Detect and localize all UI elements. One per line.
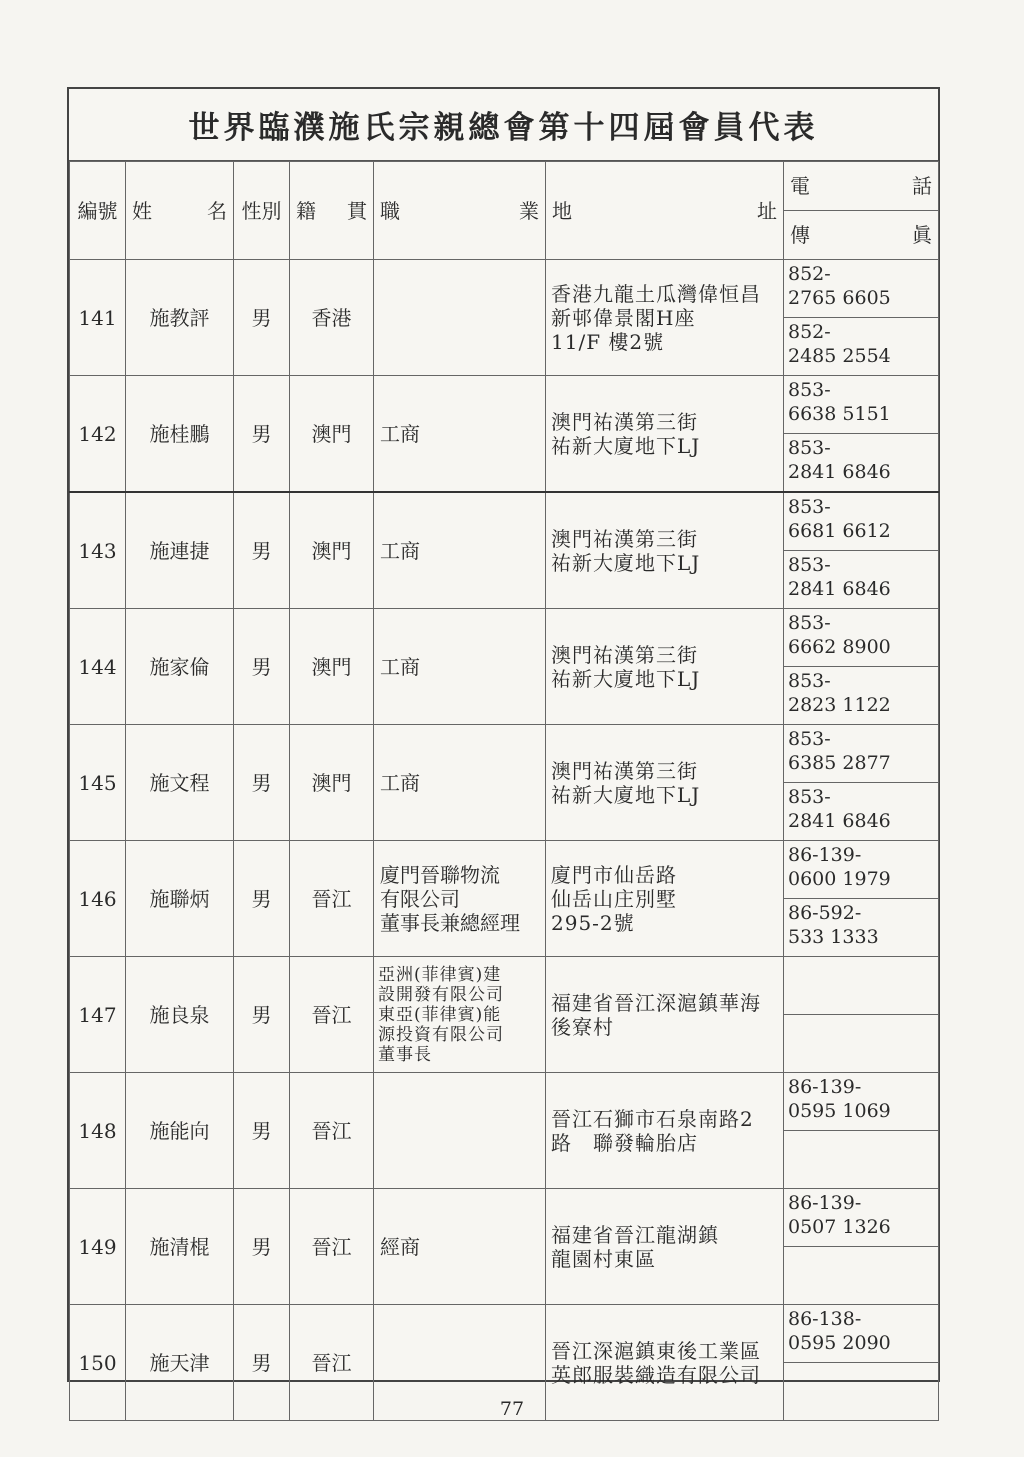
member-origin: 澳門 [290, 376, 374, 493]
text-line: 86-592- [788, 902, 862, 924]
table-row [70, 841, 939, 899]
text-line: 0507 1326 [788, 1216, 891, 1238]
member-number: 145 [70, 725, 126, 841]
text-line: 祐新大廈地下LJ [551, 666, 701, 691]
text-line: 295-2號 [551, 910, 635, 935]
text-line: 2823 1122 [788, 694, 891, 716]
member-number: 148 [70, 1073, 126, 1189]
text-line: 晉江石獅市石泉南路2 [551, 1106, 754, 1131]
table-row [70, 260, 939, 318]
member-fax [784, 318, 939, 376]
member-name: 施桂鵬 [126, 376, 234, 493]
member-gender: 男 [234, 725, 290, 841]
member-phone [784, 376, 939, 434]
member-origin: 澳門 [290, 492, 374, 609]
member-occupation [374, 492, 546, 609]
member-table-frame [67, 87, 940, 1387]
text-line: 86-138- [788, 1308, 862, 1330]
text-line: 晉江深滬鎮東後工業區 [551, 1338, 761, 1363]
text-line: 0600 1979 [788, 868, 891, 890]
member-name: 施文程 [126, 725, 234, 841]
text-line: 6662 8900 [788, 636, 891, 658]
member-phone [784, 492, 939, 551]
text-line: 工商 [380, 421, 420, 446]
member-name: 施連捷 [126, 492, 234, 609]
member-fax [784, 899, 939, 957]
text-line: 東亞(菲律賓)能 [378, 1004, 502, 1025]
member-fax [784, 667, 939, 725]
page-title: 世界臨濮施氏宗親總會第十四屆會員代表 [69, 89, 938, 161]
member-origin: 澳門 [290, 609, 374, 725]
table-row [70, 725, 939, 783]
text-line: 亞洲(菲律賓)建 [378, 964, 502, 985]
member-origin: 澳門 [290, 725, 374, 841]
text-line: 工商 [380, 654, 420, 679]
text-line: 6385 2877 [788, 752, 891, 774]
member-gender: 男 [234, 376, 290, 493]
member-occupation [374, 957, 546, 1073]
text-line: 廈門晉聯物流 [380, 862, 500, 887]
member-table [69, 161, 939, 1421]
member-origin: 香港 [290, 260, 374, 376]
member-address [546, 1189, 784, 1305]
table-row [70, 609, 939, 667]
member-address [546, 1073, 784, 1189]
text-line: 仙岳山庄別墅 [551, 886, 677, 911]
member-phone [784, 841, 939, 899]
member-number: 146 [70, 841, 126, 957]
member-name: 施教評 [126, 260, 234, 376]
member-address [546, 725, 784, 841]
text-line: 0595 2090 [788, 1332, 891, 1354]
text-line: 廈門市仙岳路 [551, 862, 677, 887]
text-line: 澳門祐漢第三街 [551, 409, 698, 434]
text-line: 後寮村 [551, 1014, 614, 1039]
header-address: 地 址 [546, 162, 784, 260]
member-fax [784, 1131, 939, 1189]
page-number: 77 [499, 1398, 525, 1420]
text-line: 龍園村東區 [551, 1246, 656, 1271]
member-gender: 男 [234, 841, 290, 957]
member-fax [784, 1015, 939, 1073]
text-line: 源投資有限公司 [378, 1024, 504, 1045]
member-name: 施能向 [126, 1073, 234, 1189]
member-gender: 男 [234, 609, 290, 725]
member-name: 施清棍 [126, 1189, 234, 1305]
member-fax [784, 551, 939, 609]
member-number: 149 [70, 1189, 126, 1305]
text-line: 英郎服裝織造有限公司 [551, 1362, 761, 1387]
text-line: 533 1333 [788, 926, 879, 948]
table-row [70, 957, 939, 1015]
header-fax: 傳 眞 [784, 211, 939, 260]
text-line: 853- [788, 786, 831, 808]
member-number: 147 [70, 957, 126, 1073]
text-line: 853- [788, 612, 831, 634]
member-address [546, 492, 784, 609]
member-origin: 晉江 [290, 1305, 374, 1421]
text-line: 86-139- [788, 1076, 862, 1098]
text-line: 設開發有限公司 [378, 984, 504, 1005]
text-line: 6681 6612 [788, 520, 891, 542]
table-row [70, 492, 939, 551]
member-origin: 晉江 [290, 957, 374, 1073]
member-occupation [374, 376, 546, 493]
member-origin: 晉江 [290, 1189, 374, 1305]
member-address [546, 957, 784, 1073]
header-gender: 性別 [234, 162, 290, 260]
member-phone [784, 1305, 939, 1363]
member-occupation [374, 260, 546, 376]
header-row-1 [70, 162, 939, 211]
text-line: 6638 5151 [788, 403, 891, 425]
text-line: 澳門祐漢第三街 [551, 526, 698, 551]
table-row [70, 376, 939, 434]
text-line: 董事長兼總經理 [380, 910, 520, 935]
text-line: 11/F 樓2號 [551, 329, 665, 354]
text-line: 2485 2554 [788, 345, 891, 367]
text-line: 0595 1069 [788, 1100, 891, 1122]
member-address [546, 260, 784, 376]
table-row [70, 1305, 939, 1363]
text-line: 福建省晉江龍湖鎮 [551, 1222, 719, 1247]
text-line: 853- [788, 554, 831, 576]
member-number: 144 [70, 609, 126, 725]
member-occupation [374, 1073, 546, 1189]
member-address [546, 609, 784, 725]
member-gender: 男 [234, 957, 290, 1073]
header-phone: 電 話 [784, 162, 939, 211]
text-line: 香港九龍土瓜灣偉恒昌 [551, 281, 761, 306]
member-phone [784, 957, 939, 1015]
member-occupation [374, 841, 546, 957]
text-line: 853- [788, 670, 831, 692]
member-occupation [374, 1189, 546, 1305]
member-fax [784, 783, 939, 841]
member-origin: 晉江 [290, 841, 374, 957]
text-line: 2841 6846 [788, 578, 891, 600]
header-occupation: 職 業 [374, 162, 546, 260]
member-gender: 男 [234, 492, 290, 609]
member-gender: 男 [234, 260, 290, 376]
member-name: 施家倫 [126, 609, 234, 725]
member-gender: 男 [234, 1073, 290, 1189]
text-line: 853- [788, 496, 831, 518]
header-origin: 籍 貫 [290, 162, 374, 260]
text-line: 祐新大廈地下LJ [551, 782, 701, 807]
text-line: 852- [788, 321, 831, 343]
text-line: 祐新大廈地下LJ [551, 433, 701, 458]
text-line: 新邨偉景閣H座 [551, 305, 696, 330]
text-line: 董事長 [378, 1044, 432, 1065]
text-line: 853- [788, 437, 831, 459]
text-line: 853- [788, 379, 831, 401]
text-line: 澳門祐漢第三街 [551, 758, 698, 783]
member-name: 施聯炳 [126, 841, 234, 957]
text-line: 853- [788, 728, 831, 750]
text-line: 路 聯發輪胎店 [551, 1130, 698, 1155]
member-name: 施天津 [126, 1305, 234, 1421]
member-number: 141 [70, 260, 126, 376]
member-phone [784, 260, 939, 318]
member-address [546, 376, 784, 493]
member-phone [784, 1189, 939, 1247]
text-line: 澳門祐漢第三街 [551, 642, 698, 667]
text-line: 2841 6846 [788, 461, 891, 483]
member-rows [70, 260, 939, 1421]
text-line: 852- [788, 263, 831, 285]
text-line: 祐新大廈地下LJ [551, 550, 701, 575]
member-occupation [374, 609, 546, 725]
member-fax [784, 1247, 939, 1305]
text-line: 工商 [380, 770, 420, 795]
member-fax [784, 434, 939, 493]
text-line: 經商 [380, 1234, 420, 1259]
table-row [70, 1189, 939, 1247]
member-gender: 男 [234, 1189, 290, 1305]
header-num: 編號 [70, 162, 126, 260]
member-phone [784, 609, 939, 667]
text-line: 2841 6846 [788, 810, 891, 832]
text-line: 工商 [380, 538, 420, 563]
text-line: 有限公司 [380, 886, 460, 911]
member-occupation [374, 725, 546, 841]
text-line: 86-139- [788, 1192, 862, 1214]
member-origin: 晉江 [290, 1073, 374, 1189]
member-phone [784, 1073, 939, 1131]
member-number: 143 [70, 492, 126, 609]
header-name: 姓 名 [126, 162, 234, 260]
table-row [70, 1073, 939, 1131]
member-number: 142 [70, 376, 126, 493]
text-line: 福建省晉江深滬鎮華海 [551, 990, 761, 1015]
member-number: 150 [70, 1305, 126, 1421]
member-address [546, 841, 784, 957]
member-name: 施良泉 [126, 957, 234, 1073]
member-phone [784, 725, 939, 783]
text-line: 86-139- [788, 844, 862, 866]
member-gender: 男 [234, 1305, 290, 1421]
text-line: 2765 6605 [788, 287, 891, 309]
